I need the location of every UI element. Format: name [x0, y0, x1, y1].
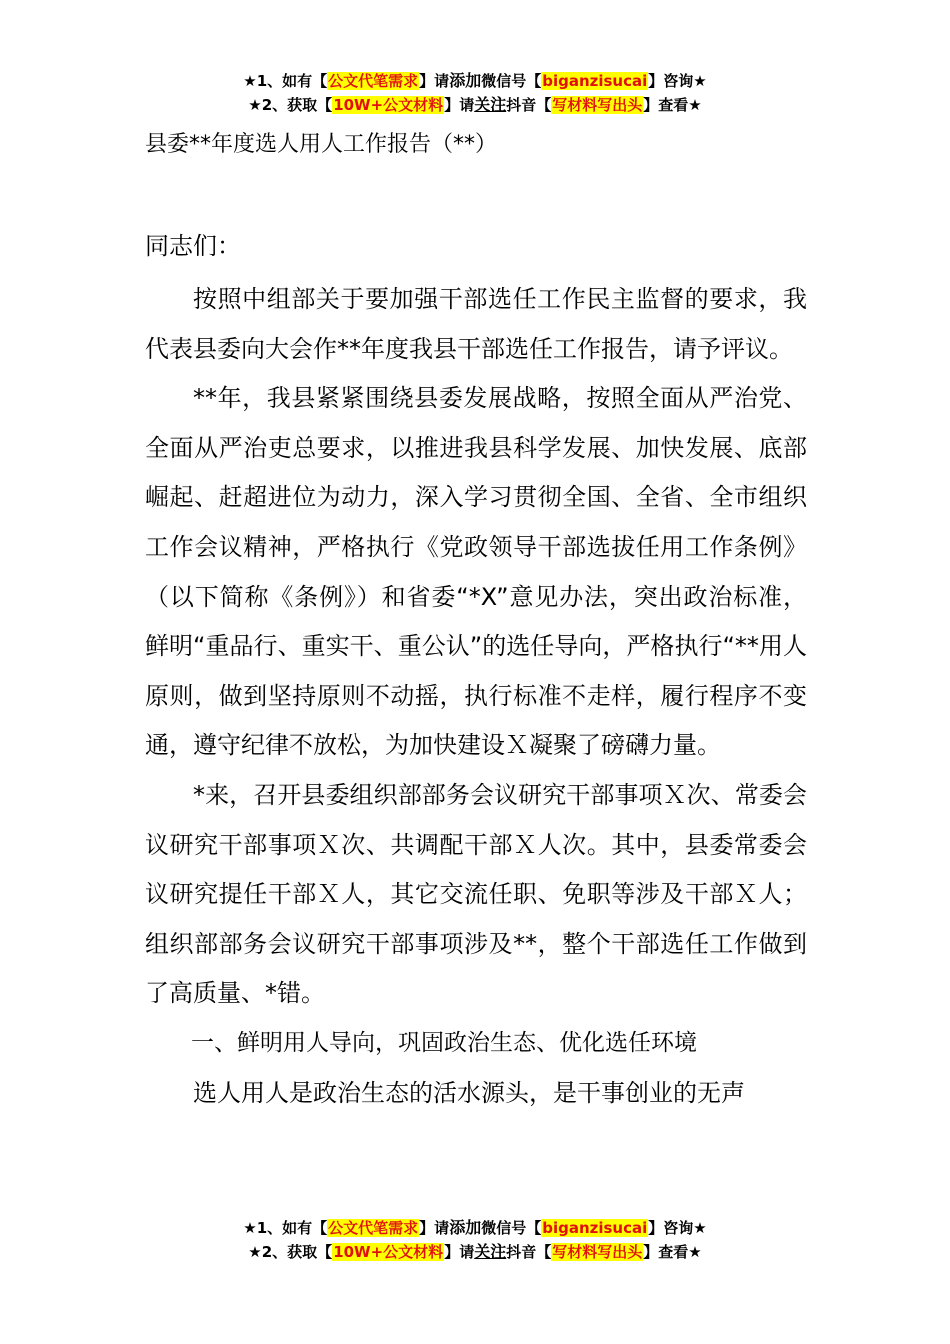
banner-text: 】查看★	[643, 96, 702, 114]
banner-line-1	[0, 70, 950, 94]
banner-emphasis: 添加	[449, 1218, 482, 1237]
banner-highlight: biganzisucai	[542, 1219, 648, 1237]
banner-text: 抖音【	[506, 96, 552, 114]
paragraph: 按照中组部关于要加强干部选任工作民主监督的要求，我代表县委向大会作**年度我县干部选任工作报告，请予评议。	[145, 285, 807, 363]
banner-text: 】请	[444, 1243, 475, 1261]
banner-highlight: 公文代笔需求	[328, 72, 419, 90]
banner-line-2	[0, 94, 950, 118]
banner-text: ★1、如有【	[243, 1219, 328, 1237]
banner-highlight: 写材料写出头	[552, 1243, 643, 1261]
banner-text: ★2、获取【	[248, 1243, 333, 1261]
banner-highlight: 公文代笔需求	[328, 1219, 419, 1237]
banner-highlight: biganzisucai	[542, 72, 648, 90]
banner-highlight: 10W+公文材料	[333, 96, 444, 114]
banner-emphasis: 关注	[474, 95, 507, 114]
document-body	[145, 275, 807, 1118]
banner-text: 】咨询★	[648, 1219, 707, 1237]
footer-banner	[0, 1217, 950, 1265]
banner-text: 】请	[419, 1219, 450, 1237]
banner-text: 】请	[444, 96, 475, 114]
banner-text: 微信号【	[481, 1219, 542, 1237]
banner-emphasis: 添加	[449, 71, 482, 90]
document-title: 县委**年度选人用人工作报告（**）	[145, 132, 498, 157]
banner-text: ★2、获取【	[248, 96, 333, 114]
banner-text: 】咨询★	[648, 72, 707, 90]
paragraph: **年，我县紧紧围绕县委发展战略，按照全面从严治党、全面从严治吏总要求，以推进我县科学发展、加快发展、底部崛起、赶超进位为动力，深入学习贯彻全国、全省、全市组织工作会议精神，严格执行《党政领导干部选拔任用工作条例》（以下简称《条例》）和省委“*X”意见办法，突出政治标准，鲜明“重品行、重实干、重公认”的选任导向，严格执行“**用人原则，做到坚持原则不动摇，执行标准不走样，履行程序不变通，遵守纪律不放松，为加快建设Ｘ凝聚了磅礴力量。	[145, 384, 807, 760]
paragraph: *来，召开县委组织部部务会议研究干部事项Ｘ次、常委会议研究干部事项Ｘ次、共调配干部Ｘ人次。其中，县委常委会议研究提任干部Ｘ人，其它交流任职、免职等涉及干部Ｘ人；组织部部务会议研究干部事项涉及**，整个干部选任工作做到了高质量、*错。	[145, 780, 807, 1008]
banner-line-2	[0, 1241, 950, 1265]
banner-text: 】查看★	[643, 1243, 702, 1261]
banner-highlight: 写材料写出头	[552, 96, 643, 114]
section-heading: 一、鲜明用人导向，巩固政治生态、优化选任环境	[191, 1029, 697, 1056]
banner-text: 微信号【	[481, 72, 542, 90]
header-banner	[0, 70, 950, 118]
banner-highlight: 10W+公文材料	[333, 1243, 444, 1261]
paragraph: 选人用人是政治生态的活水源头，是干事创业的无声	[193, 1078, 745, 1107]
banner-text: ★1、如有【	[243, 72, 328, 90]
banner-text: 】请	[419, 72, 450, 90]
banner-emphasis: 关注	[474, 1242, 507, 1261]
banner-text: 抖音【	[506, 1243, 552, 1261]
greeting: 同志们：	[145, 232, 241, 260]
banner-line-1	[0, 1217, 950, 1241]
